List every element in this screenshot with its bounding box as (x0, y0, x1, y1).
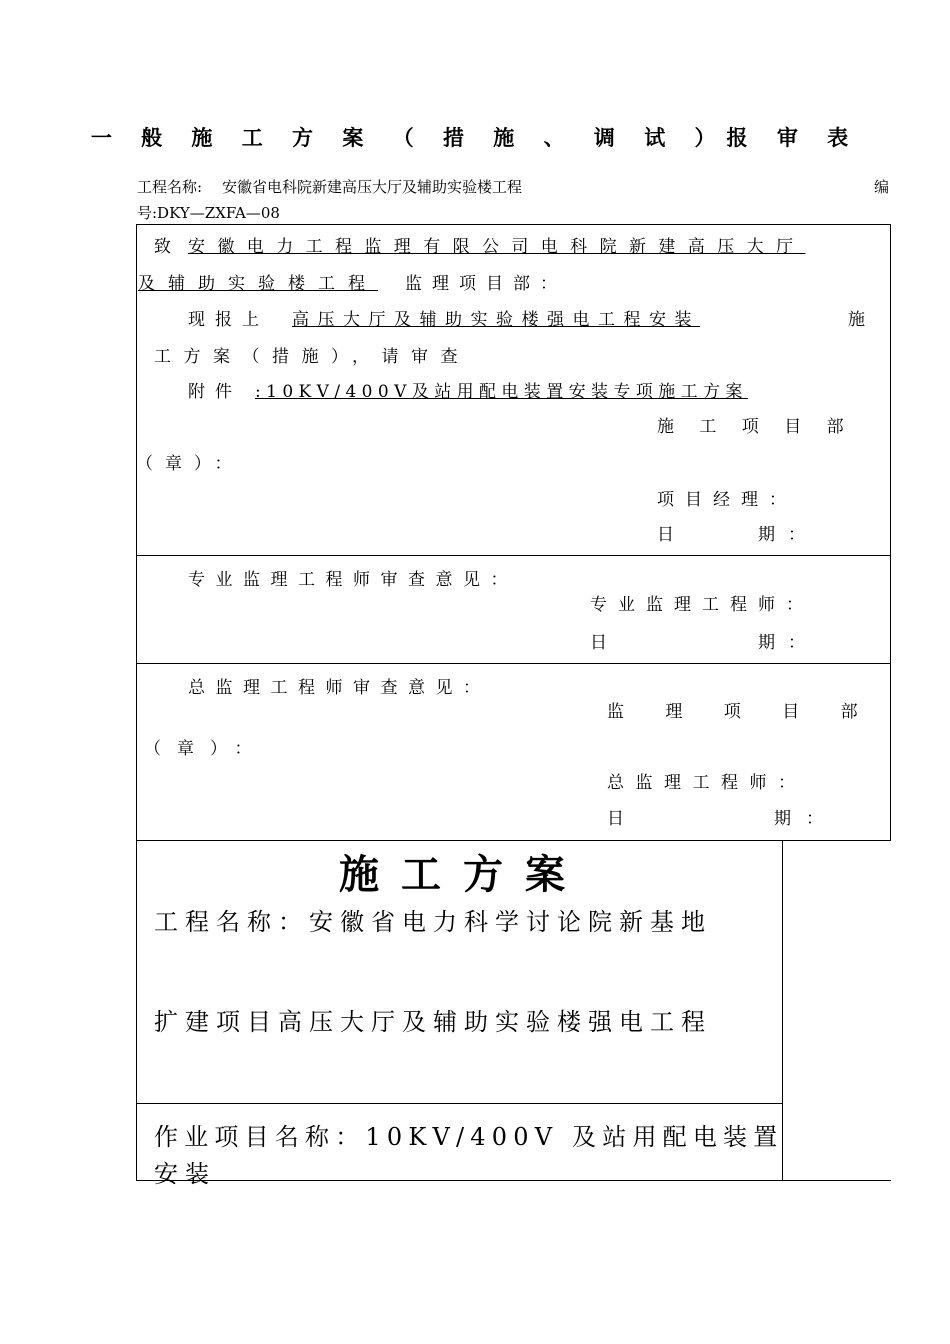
project-name-label: 工程名称: (137, 178, 203, 196)
to-prefix: 致 (154, 237, 171, 257)
chief-opinion-label: 总监理工程师审查意见： (188, 678, 491, 698)
section-divider-2 (136, 663, 891, 664)
date-label-1b: 期： (758, 525, 818, 545)
project-name-value: 安徽省电科院新建高压大厅及辅助实验楼工程 (222, 178, 523, 196)
report-line2: 工方案（措施），请审查 (154, 347, 470, 367)
date-label-3a: 日 (607, 809, 624, 829)
report-item: 高压大厅及辅助实验楼强电工程安装 (292, 310, 700, 330)
cover-heading: 施工方案 (339, 851, 587, 898)
supervision-dept-line2: （章）： (144, 739, 268, 759)
date-label-2b: 期： (758, 633, 818, 653)
cover-project-line1: 工程名称：安徽省电力科学讨论院新基地 (154, 908, 712, 936)
report-prefix: 现报上 (188, 310, 269, 330)
date-label-1a: 日 (657, 525, 674, 545)
attachment-value: :10KV/400V及站用配电装置安装专项施工方案 (255, 382, 748, 402)
report-item-end: 施 (848, 310, 865, 330)
chief-engineer-label: 总监理工程师： (607, 773, 807, 793)
construction-dept-line1: 施 工 项 目 部 (657, 417, 844, 437)
code-value: 号:DKY—ZXFA—08 (137, 204, 280, 222)
construction-dept-line2: （章）： (136, 454, 244, 474)
specialist-engineer-label: 专业监理工程师： (590, 595, 814, 615)
cover-project-line2: 扩建项目高压大厅及辅助实验楼强电工程 (154, 1008, 712, 1036)
cover-work-line2: 安装 (154, 1160, 216, 1188)
date-label-2a: 日 (590, 633, 607, 653)
project-manager-label: 项目经理： (657, 490, 797, 510)
date-label-3b: 期： (774, 809, 838, 829)
section-divider-1 (136, 555, 891, 556)
to-organization-line1: 安徽电力工程监理有限公司电科院新建高压大厅 (188, 237, 806, 257)
cover-bottom-extension (783, 1180, 891, 1181)
to-organization-line2: 及辅助实验楼工程 (138, 274, 378, 294)
supervision-dept-line1: 监 理 项 目 部 (607, 702, 858, 722)
to-suffix: 监理项目部： (405, 274, 567, 294)
specialist-opinion-label: 专业监理工程师审查意见： (188, 570, 518, 590)
attachment-label: 附件 (188, 382, 242, 402)
cover-work-line1: 作业项目名称：10KV/400V 及站用配电装置 (154, 1123, 784, 1151)
code-label-start: 编 (874, 178, 890, 196)
page-title: 一 般 施 工 方 案 （ 措 施 、 调 试 ）报 审 表 (90, 125, 860, 150)
